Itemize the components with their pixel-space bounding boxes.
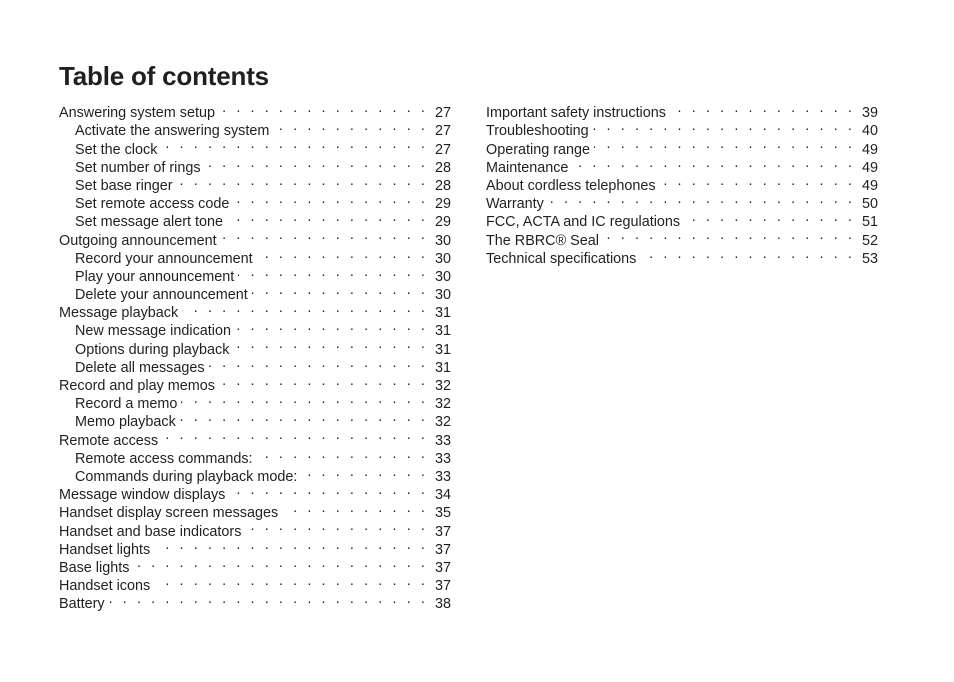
toc-column-left	[59, 99, 451, 613]
toc-entry-page-number: 32	[434, 378, 451, 395]
dot-leader	[593, 117, 855, 135]
dot-leader	[161, 135, 428, 153]
dot-leader	[181, 390, 428, 408]
toc-entry-label: Commands during playback mode:	[75, 468, 298, 485]
toc-entry-page-number: 53	[861, 250, 878, 267]
toc-entry-page-number: 33	[434, 468, 451, 485]
dot-leader	[670, 99, 855, 117]
toc-entry-page-number: 30	[434, 268, 451, 285]
dot-leader	[282, 499, 428, 517]
toc-entry-label: Play your announcement	[75, 268, 235, 285]
dot-leader	[154, 572, 428, 590]
toc-column-right	[486, 99, 878, 267]
toc-entry	[486, 208, 878, 231]
dot-leader	[219, 372, 428, 390]
toc-entry-label: Handset icons	[59, 578, 151, 595]
dot-leader	[603, 226, 855, 244]
toc-entry-label: Set the clock	[75, 141, 158, 158]
toc-entry-label: Delete all messages	[75, 359, 205, 376]
dot-leader	[177, 172, 428, 190]
dot-leader	[257, 445, 428, 463]
toc-entry-page-number: 37	[434, 541, 451, 558]
toc-entry-page-number: 30	[434, 232, 451, 249]
toc-entry-page-number: 49	[861, 159, 878, 176]
toc-entry-page-number: 33	[434, 450, 451, 467]
toc-entry-page-number: 28	[434, 159, 451, 176]
toc-entry-label: Set remote access code	[75, 196, 230, 213]
toc-entry-page-number: 33	[434, 432, 451, 449]
toc-entry-label: Options during playback	[75, 341, 230, 358]
toc-entry	[59, 590, 451, 613]
toc-entry-page-number: 31	[434, 341, 451, 358]
toc-entry-page-number: 52	[861, 232, 878, 249]
dot-leader	[235, 317, 428, 335]
toc-entry-page-number: 50	[861, 196, 878, 213]
dot-leader	[273, 117, 428, 135]
dot-leader	[205, 154, 428, 172]
toc-entry-label: Set message alert tone	[75, 214, 223, 231]
dot-leader	[182, 299, 428, 317]
dot-leader	[301, 463, 428, 481]
toc-entry-label: Record your announcement	[75, 250, 253, 267]
toc-entry-page-number: 32	[434, 396, 451, 413]
dot-leader	[238, 263, 428, 281]
toc-entry-page-number: 31	[434, 359, 451, 376]
toc-entry-label: New message indication	[75, 323, 231, 340]
toc-entry-page-number: 27	[434, 123, 451, 140]
toc-entry-page-number: 37	[434, 523, 451, 540]
toc-entry-label: Handset display screen messages	[59, 505, 279, 522]
dot-leader	[209, 354, 428, 372]
toc-entry-label: Warranty	[486, 196, 544, 213]
toc-entry-label: FCC, ACTA and IC regulations	[486, 214, 681, 231]
toc-entry-label: Important safety instructions	[486, 105, 666, 122]
toc-entry-page-number: 30	[434, 250, 451, 267]
toc-entry-label: Set base ringer	[75, 177, 173, 194]
dot-leader	[245, 517, 428, 535]
dot-leader	[548, 190, 855, 208]
toc-entry-label: Troubleshooting	[486, 123, 589, 140]
dot-leader	[221, 226, 428, 244]
dot-leader	[180, 408, 428, 426]
toc-entry-page-number: 37	[434, 559, 451, 576]
toc-entry-page-number: 40	[861, 123, 878, 140]
toc-entry-label: Outgoing announcement	[59, 232, 217, 249]
toc-entry-label: Delete your announcement	[75, 287, 248, 304]
toc-entry-label: Message playback	[59, 305, 179, 322]
toc-entry-page-number: 34	[434, 487, 451, 504]
toc-entry-page-number: 30	[434, 287, 451, 304]
dot-leader	[227, 208, 428, 226]
dot-leader	[109, 590, 428, 608]
toc-entry-label: Handset and base indicators	[59, 523, 242, 540]
toc-entry-label: Set number of rings	[75, 159, 201, 176]
toc-entry	[486, 99, 878, 122]
toc-entry-label: Record and play memos	[59, 378, 215, 395]
toc-entry-page-number: 32	[434, 414, 451, 431]
dot-leader	[257, 245, 428, 263]
toc-entry-page-number: 31	[434, 323, 451, 340]
dot-leader	[154, 536, 428, 554]
toc-entry-label: Handset lights	[59, 541, 151, 558]
toc-entry-label: Answering system setup	[59, 105, 215, 122]
toc-entry-page-number: 38	[434, 596, 451, 613]
toc-entry-label: Base lights	[59, 559, 130, 576]
dot-leader	[594, 135, 855, 153]
toc-entry-page-number: 27	[434, 105, 451, 122]
dot-leader	[219, 99, 428, 117]
toc-entry-page-number: 35	[434, 505, 451, 522]
dot-leader	[133, 554, 428, 572]
toc-entry	[59, 99, 451, 122]
dot-leader	[640, 245, 855, 263]
dot-leader	[233, 190, 428, 208]
toc-entry-label: Battery	[59, 596, 105, 613]
toc-entry-page-number: 29	[434, 214, 451, 231]
toc-entry-label: The RBRC® Seal	[486, 232, 599, 249]
dot-leader	[660, 172, 855, 190]
toc-entry-page-number: 49	[861, 141, 878, 158]
toc-entry-page-number: 49	[861, 177, 878, 194]
toc-entry-label: Memo playback	[75, 414, 176, 431]
dot-leader	[252, 281, 428, 299]
toc-entry-label: About cordless telephones	[486, 177, 656, 194]
toc-entry-label: Technical specifications	[486, 250, 637, 267]
toc-entry-page-number: 31	[434, 305, 451, 322]
toc-entry-page-number: 29	[434, 196, 451, 213]
toc-entry-label: Maintenance	[486, 159, 569, 176]
toc-entry-label: Record a memo	[75, 396, 178, 413]
toc-entry-page-number: 27	[434, 141, 451, 158]
toc-entry-label: Message window displays	[59, 487, 226, 504]
toc-entry-label: Remote access commands:	[75, 450, 253, 467]
dot-leader	[162, 426, 428, 444]
toc-entry-page-number: 28	[434, 177, 451, 194]
toc-entry-label: Operating range	[486, 141, 591, 158]
toc-entry-label: Remote access	[59, 432, 159, 449]
dot-leader	[233, 335, 428, 353]
dot-leader	[229, 481, 428, 499]
toc-entry-label: Activate the answering system	[75, 123, 270, 140]
toc-entry-page-number: 51	[861, 214, 878, 231]
page-title: Table of contents	[59, 61, 269, 91]
dot-leader	[684, 208, 855, 226]
toc-entry-page-number: 37	[434, 578, 451, 595]
toc-entry-page-number: 39	[861, 105, 878, 122]
dot-leader	[572, 154, 855, 172]
